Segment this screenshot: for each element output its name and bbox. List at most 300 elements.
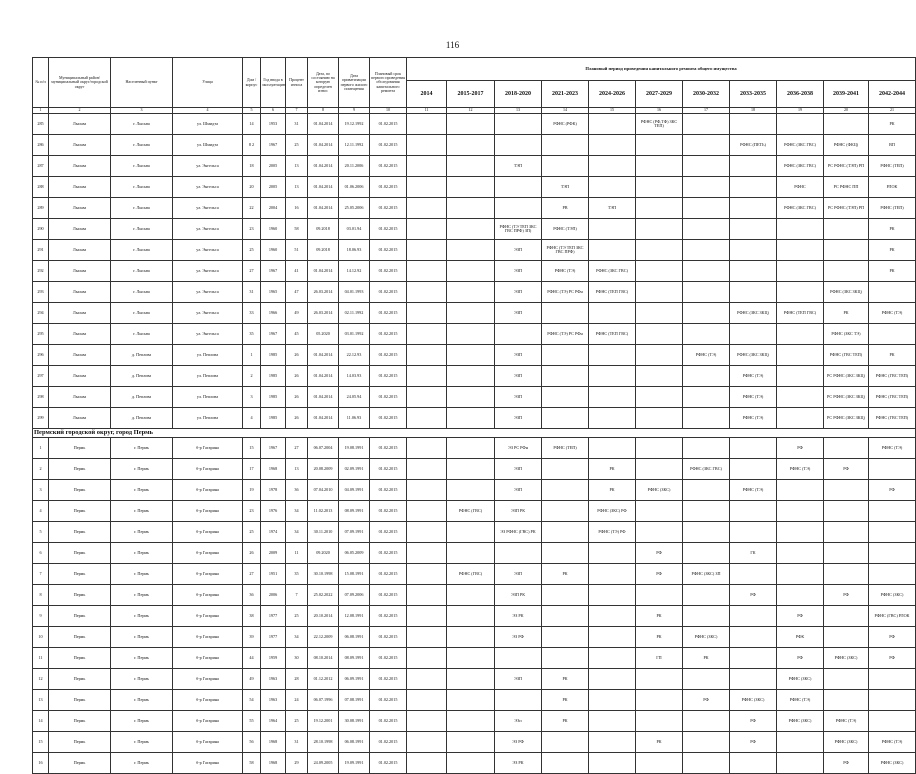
cell-period: РФНС (ЗКС ЗКЦ)	[730, 345, 777, 366]
cell-house: 2	[243, 366, 261, 387]
cell-year: 1968	[261, 753, 286, 774]
cell-street: б-р Гагарина	[173, 480, 243, 501]
cell-period	[447, 669, 495, 690]
cell-d1: 01.12.2012	[308, 669, 339, 690]
cell-street: ул. Пеплова	[173, 366, 243, 387]
table-body	[33, 114, 916, 774]
cell-period	[730, 282, 777, 303]
cell-n: 4	[33, 501, 49, 522]
cell-d3: 01.02.2015	[370, 606, 407, 627]
cell-period: РФНС (ЗКС)	[869, 753, 916, 774]
cell-period: РК	[824, 303, 869, 324]
cell-d2: 12.08.1991	[339, 606, 370, 627]
cell-period: ГК	[730, 543, 777, 564]
cell-pct: 28	[286, 669, 308, 690]
cell-period	[777, 282, 824, 303]
cell-d3: 01.02.2015	[370, 438, 407, 459]
cell-period	[636, 345, 683, 366]
cell-period	[824, 114, 869, 135]
cell-period: ВП	[869, 135, 916, 156]
cell-period	[407, 564, 447, 585]
cell-period	[730, 501, 777, 522]
cell-raion: Пермь	[49, 711, 111, 732]
cell-period	[636, 282, 683, 303]
cell-pct: 34	[286, 522, 308, 543]
cell-pct: 7	[286, 585, 308, 606]
cell-period: РФ	[730, 585, 777, 606]
table-row	[33, 753, 916, 774]
cell-period	[495, 177, 542, 198]
cell-street: ул. Шмидта	[173, 114, 243, 135]
cell-period: РС РФНС (ЗКС ЗКЦ)	[824, 366, 869, 387]
cell-period	[777, 240, 824, 261]
cell-period	[777, 366, 824, 387]
cell-d1: 01.04.2014	[308, 261, 339, 282]
cell-period: РЛОК	[869, 177, 916, 198]
cell-year: 1985	[261, 408, 286, 429]
cell-n: 12	[33, 669, 49, 690]
cell-pct: 11	[286, 543, 308, 564]
cell-n: 8	[33, 585, 49, 606]
cell-d1: 09.2018	[308, 240, 339, 261]
cell-d2: 22.12.93	[339, 345, 370, 366]
cell-period	[589, 438, 636, 459]
cell-period	[777, 261, 824, 282]
cell-period	[407, 606, 447, 627]
cell-period	[730, 606, 777, 627]
cell-period	[407, 753, 447, 774]
cell-d3: 01.02.2015	[370, 732, 407, 753]
cell-period	[777, 585, 824, 606]
cell-house: 39	[243, 627, 261, 648]
cell-d2: 18.06.93	[339, 240, 370, 261]
cell-period	[869, 690, 916, 711]
cell-d2: 03.01.1992	[339, 324, 370, 345]
cell-period: РФНС (ТЭ)	[730, 408, 777, 429]
cell-d3: 01.02.2015	[370, 282, 407, 303]
column-header: Улица	[173, 58, 243, 108]
cell-period	[777, 324, 824, 345]
cell-period	[730, 177, 777, 198]
cell-d2: 03.01.94	[339, 219, 370, 240]
cell-period: РК	[542, 669, 589, 690]
cell-period: РФНС (ГВС ТЕП)	[869, 408, 916, 429]
cell-period	[683, 438, 730, 459]
cell-d1: 11.02.2013	[308, 501, 339, 522]
page-number: 116	[445, 40, 460, 50]
cell-house: 49	[243, 669, 261, 690]
cell-period: РФНС (ЗКС)	[869, 585, 916, 606]
cell-np: г. Пермь	[111, 690, 173, 711]
cell-period	[824, 564, 869, 585]
cell-n: 13	[33, 690, 49, 711]
cell-street: б-р Гагарина	[173, 606, 243, 627]
cell-raion: Пермь	[49, 522, 111, 543]
cell-period	[730, 114, 777, 135]
cell-house: 33	[243, 303, 261, 324]
cell-period: РФНС (ТЭ) РФ	[589, 522, 636, 543]
cell-period: РФ	[730, 732, 777, 753]
cell-d2: 25.05.2006	[339, 198, 370, 219]
cell-period	[589, 732, 636, 753]
cell-period	[542, 135, 589, 156]
cell-period	[495, 135, 542, 156]
cell-pct: 30	[286, 648, 308, 669]
cell-raion: Пермь	[49, 690, 111, 711]
cell-period	[824, 480, 869, 501]
table-row	[33, 345, 916, 366]
column-number: 2	[49, 108, 111, 114]
column-number: 4	[173, 108, 243, 114]
cell-period	[636, 135, 683, 156]
cell-d3: 01.02.2015	[370, 627, 407, 648]
cell-period	[447, 219, 495, 240]
cell-house: 4	[243, 408, 261, 429]
cell-period	[542, 753, 589, 774]
cell-street: ул. Энгельса	[173, 303, 243, 324]
cell-period	[730, 219, 777, 240]
cell-period: РК	[542, 690, 589, 711]
cell-n: 16	[33, 753, 49, 774]
cell-d2: 07.09.1991	[339, 522, 370, 543]
cell-house: 22	[243, 198, 261, 219]
period-header: 2030-2032	[683, 81, 730, 108]
cell-period	[730, 648, 777, 669]
cell-d3: 01.02.2015	[370, 114, 407, 135]
cell-period: РФ	[777, 648, 824, 669]
column-header: Дата приватизации первого жилого помещения	[339, 58, 370, 108]
cell-year: 1967	[261, 261, 286, 282]
cell-period	[447, 135, 495, 156]
cell-period	[407, 135, 447, 156]
cell-year: 1959	[261, 648, 286, 669]
cell-period	[447, 711, 495, 732]
cell-period: РФНС (ТЕП)	[869, 156, 916, 177]
cell-period: РФНС (ЗКС ГВС)	[777, 135, 824, 156]
cell-period	[683, 543, 730, 564]
cell-period	[407, 522, 447, 543]
cell-n: 294	[33, 303, 49, 324]
cell-period	[636, 387, 683, 408]
cell-np: г. Пермь	[111, 648, 173, 669]
cell-n: 287	[33, 156, 49, 177]
cell-np: г. Пермь	[111, 585, 173, 606]
cell-raion: Пермь	[49, 459, 111, 480]
cell-period: ЭЗП	[495, 345, 542, 366]
cell-pct: 13	[286, 156, 308, 177]
table-row	[33, 366, 916, 387]
cell-d2: 19.12.1992	[339, 114, 370, 135]
cell-period: РФНС (ЗКС) ЗП	[683, 564, 730, 585]
cell-period	[407, 345, 447, 366]
cell-period	[636, 522, 683, 543]
period-header: 2027-2029	[636, 81, 683, 108]
cell-period: РФ	[636, 543, 683, 564]
cell-period: РФ	[869, 648, 916, 669]
cell-period: РВ	[542, 198, 589, 219]
cell-house: 54	[243, 690, 261, 711]
cell-period: РФНС (ЗКС ЗКЦ)	[730, 303, 777, 324]
cell-period	[447, 240, 495, 261]
table-row	[33, 627, 916, 648]
column-number: 7	[286, 108, 308, 114]
cell-year: 1963	[261, 690, 286, 711]
cell-period	[542, 522, 589, 543]
cell-period: РФНС (ГВС ТЕП)	[824, 345, 869, 366]
cell-d2: 30.08.1991	[339, 711, 370, 732]
cell-d2: 06.08.1991	[339, 732, 370, 753]
cell-d1: 06.07.1996	[308, 690, 339, 711]
cell-house: 38	[243, 606, 261, 627]
cell-pct: 29	[286, 753, 308, 774]
table-header	[33, 58, 916, 114]
cell-period	[636, 711, 683, 732]
cell-pct: 41	[286, 261, 308, 282]
cell-period	[730, 669, 777, 690]
column-number: 1	[33, 108, 49, 114]
cell-period	[542, 387, 589, 408]
cell-period	[683, 501, 730, 522]
cell-period: РФНС (ЗКС)	[824, 648, 869, 669]
cell-period	[407, 627, 447, 648]
cell-year: 1968	[261, 459, 286, 480]
cell-period	[407, 732, 447, 753]
cell-period	[777, 501, 824, 522]
column-number: 21	[869, 108, 916, 114]
cell-period	[869, 282, 916, 303]
cell-period	[730, 753, 777, 774]
cell-d2: 19.08.1991	[339, 438, 370, 459]
cell-pct: 47	[286, 282, 308, 303]
column-header: Процент износа	[286, 58, 308, 108]
cell-period	[869, 711, 916, 732]
cell-period	[777, 114, 824, 135]
table-row	[33, 156, 916, 177]
cell-period: РФНС (ГВС) РЛОК	[869, 606, 916, 627]
cell-raion: Пермь	[49, 606, 111, 627]
cell-period	[447, 345, 495, 366]
cell-period: РФНС (РФК)	[542, 114, 589, 135]
table-row	[33, 669, 916, 690]
cell-period	[495, 690, 542, 711]
cell-d2: 06.05.2009	[339, 543, 370, 564]
cell-period	[447, 366, 495, 387]
cell-house: 25	[243, 240, 261, 261]
cell-street: ул. Энгельса	[173, 261, 243, 282]
cell-year: 1967	[261, 438, 286, 459]
cell-period	[407, 669, 447, 690]
cell-period	[407, 219, 447, 240]
cell-period: РФНС (ФКЦ)	[824, 135, 869, 156]
cell-period	[407, 240, 447, 261]
table-row	[33, 711, 916, 732]
cell-np: г. Пермь	[111, 564, 173, 585]
cell-period	[636, 156, 683, 177]
cell-period	[824, 669, 869, 690]
cell-year: 1965	[261, 282, 286, 303]
cell-period	[636, 438, 683, 459]
cell-period: РФНС (ЗКС)	[683, 627, 730, 648]
cell-raion: Лысьва	[49, 387, 111, 408]
cell-d2: 08.09.1991	[339, 501, 370, 522]
column-number: 12	[447, 108, 495, 114]
cell-d2: 04.09.1991	[339, 480, 370, 501]
cell-period: ГП	[636, 648, 683, 669]
cell-d1: 05.2020	[308, 324, 339, 345]
cell-pct: 34	[286, 627, 308, 648]
cell-period: РФНС (ТЭП)	[542, 219, 589, 240]
cell-d1: 30.10.1998	[308, 564, 339, 585]
cell-year: 2005	[261, 156, 286, 177]
cell-d2: 24.05.94	[339, 387, 370, 408]
cell-period	[589, 240, 636, 261]
cell-period	[777, 522, 824, 543]
cell-period: РФ	[869, 627, 916, 648]
cell-period	[730, 156, 777, 177]
cell-d1: 28.10.1998	[308, 732, 339, 753]
section-title: Пермский городской округ, город Пермь	[33, 429, 916, 438]
cell-period	[447, 585, 495, 606]
cell-street: ул. Пеплова	[173, 345, 243, 366]
cell-pct: 51	[286, 240, 308, 261]
cell-period: РС РФНС (ЗКС ЗКЦ)	[824, 387, 869, 408]
cell-d1: 30.11.2010	[308, 522, 339, 543]
cell-period	[589, 345, 636, 366]
cell-period: РФНС (ТЭ)	[824, 711, 869, 732]
cell-period: РФНС (ГВС ТЕП)	[869, 366, 916, 387]
cell-raion: Пермь	[49, 669, 111, 690]
table-row	[33, 324, 916, 345]
cell-period	[683, 387, 730, 408]
cell-period	[407, 261, 447, 282]
cell-np: г. Лысьва	[111, 156, 173, 177]
cell-n: 2	[33, 459, 49, 480]
cell-year: 1985	[261, 366, 286, 387]
cell-house: 31	[243, 282, 261, 303]
cell-period	[730, 564, 777, 585]
cell-raion: Лысьва	[49, 303, 111, 324]
cell-period	[589, 177, 636, 198]
period-header: 2015-2017	[447, 81, 495, 108]
cell-period	[636, 669, 683, 690]
cell-period: ЭЗП РК	[495, 585, 542, 606]
cell-period	[730, 324, 777, 345]
cell-house: 44	[243, 648, 261, 669]
cell-period	[636, 261, 683, 282]
cell-raion: Пермь	[49, 753, 111, 774]
cell-house: 27	[243, 564, 261, 585]
cell-period	[447, 156, 495, 177]
cell-raion: Пермь	[49, 480, 111, 501]
cell-period	[542, 366, 589, 387]
cell-raion: Пермь	[49, 648, 111, 669]
cell-period: РФНС (ТЕП)	[542, 438, 589, 459]
cell-period	[777, 753, 824, 774]
table-row	[33, 114, 916, 135]
cell-d1: 09.2020	[308, 543, 339, 564]
cell-period	[542, 732, 589, 753]
cell-period: ЭЗ РФ	[495, 732, 542, 753]
cell-period	[407, 198, 447, 219]
period-header: 2014	[407, 81, 447, 108]
cell-period: РФНС (ЗКС)	[824, 732, 869, 753]
cell-period: РФНС (ТЭ)	[869, 303, 916, 324]
table-row	[33, 282, 916, 303]
cell-street: б-р Гагарина	[173, 438, 243, 459]
column-header: Год ввода в эксплуатацию	[261, 58, 286, 108]
cell-n: 298	[33, 387, 49, 408]
cell-d3: 01.02.2015	[370, 198, 407, 219]
cell-period	[447, 198, 495, 219]
cell-period	[542, 345, 589, 366]
table-row	[33, 261, 916, 282]
cell-d1: 08.10.2014	[308, 648, 339, 669]
cell-period	[447, 282, 495, 303]
cell-period	[636, 366, 683, 387]
cell-pct: 35	[286, 564, 308, 585]
cell-np: д. Пеплова	[111, 408, 173, 429]
column-header: Плановый срок первого проведения обследования капитального ремонта	[370, 58, 407, 108]
cell-year: 1974	[261, 522, 286, 543]
cell-period: ЭЗП	[495, 459, 542, 480]
cell-house: 18	[243, 156, 261, 177]
cell-d2: 19.09.1991	[339, 753, 370, 774]
cell-pct: 26	[286, 408, 308, 429]
cell-period	[542, 543, 589, 564]
table-row	[33, 501, 916, 522]
cell-period	[683, 522, 730, 543]
cell-d2: 04.01.1993	[339, 282, 370, 303]
cell-period: РФНС (ЗКС)	[777, 711, 824, 732]
cell-d3: 01.02.2015	[370, 324, 407, 345]
column-number: 11	[407, 108, 447, 114]
cell-period	[683, 753, 730, 774]
cell-d1: 22.12.2009	[308, 627, 339, 648]
cell-pct: 26	[286, 345, 308, 366]
cell-period: РК	[869, 261, 916, 282]
cell-np: г. Пермь	[111, 459, 173, 480]
cell-d1: 07.04.2010	[308, 480, 339, 501]
cell-period	[495, 543, 542, 564]
cell-house: 23	[243, 501, 261, 522]
cell-np: г. Лысьва	[111, 324, 173, 345]
cell-period	[777, 543, 824, 564]
cell-np: г. Пермь	[111, 606, 173, 627]
cell-period: ЭЗП	[495, 387, 542, 408]
cell-np: г. Пермь	[111, 732, 173, 753]
table-row	[33, 564, 916, 585]
cell-year: 2005	[261, 177, 286, 198]
cell-house: 26	[243, 543, 261, 564]
cell-house: 56	[243, 732, 261, 753]
cell-period	[447, 177, 495, 198]
cell-d2: 07.09.2006	[339, 585, 370, 606]
cell-period	[777, 345, 824, 366]
cell-n: 296	[33, 345, 49, 366]
cell-period	[589, 114, 636, 135]
cell-period	[407, 177, 447, 198]
cell-d1: 01.04.2014	[308, 156, 339, 177]
cell-period: ЭЗп	[495, 711, 542, 732]
cell-np: г. Лысьва	[111, 198, 173, 219]
cell-period	[447, 522, 495, 543]
cell-period	[589, 669, 636, 690]
cell-street: б-р Гагарина	[173, 732, 243, 753]
column-header: Дата, по состоянию на которую определен износ	[308, 58, 339, 108]
cell-n: 291	[33, 240, 49, 261]
cell-n: 7	[33, 564, 49, 585]
column-number: 8	[308, 108, 339, 114]
